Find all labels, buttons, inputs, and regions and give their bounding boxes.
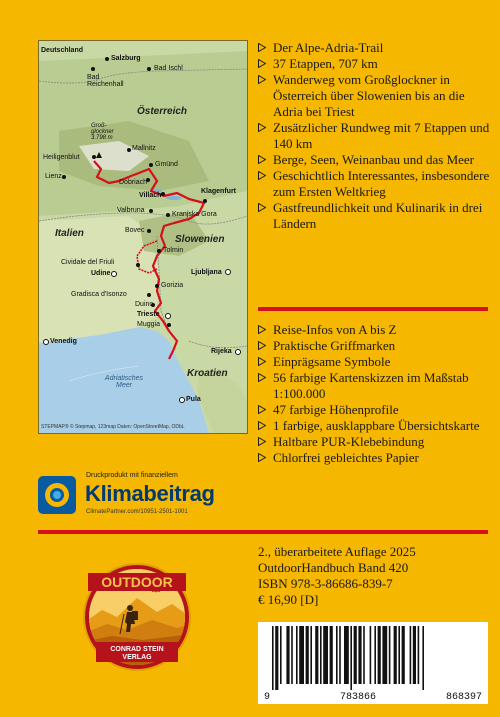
- edition-text: 2., überarbeitete Auflage 2025: [258, 544, 416, 559]
- feature-text: Chlorfrei gebleichtes Papier: [273, 450, 419, 465]
- marker-gradisca: [147, 293, 151, 297]
- label-gradisca: Gradisca d'Isonzo: [71, 291, 127, 298]
- marker-trieste: [165, 313, 171, 319]
- marker-gmuend: [149, 163, 153, 167]
- feature-text: Reise-Infos von A bis Z: [273, 322, 397, 337]
- barcode-bar: [275, 626, 278, 690]
- barcode-bar: [306, 626, 309, 684]
- barcode-digits: [258, 692, 488, 703]
- barcode-bar: [370, 626, 372, 684]
- label-bad-ischl: Bad Ischl: [154, 65, 183, 72]
- badge-publisher-line2: VERLAG: [122, 654, 152, 661]
- divider-red: [258, 307, 488, 311]
- label-trieste: Trieste: [137, 311, 160, 318]
- badge-publisher-line1: CONRAD STEIN: [110, 646, 164, 653]
- barcode-bar: [291, 626, 293, 684]
- barcode-bar: [363, 626, 365, 684]
- barcode-bar: [354, 626, 357, 684]
- label-ljubljana: Ljubljana: [191, 269, 222, 276]
- feature-list-bottom: [258, 322, 493, 466]
- label-grossglockner: Groß- glockner 3.798 m: [91, 123, 114, 141]
- feature-item: [258, 200, 493, 232]
- triangle-bullet-icon: [258, 373, 266, 382]
- isbn-text: ISBN 978-3-86686-839-7: [258, 576, 393, 591]
- marker-klagenfurt: [203, 199, 207, 203]
- marker-salzburg: [105, 57, 109, 61]
- marker-lienz: [62, 175, 66, 179]
- divider-red-wide: [38, 530, 488, 534]
- triangle-bullet-icon: [258, 43, 266, 52]
- triangle-bullet-icon: [258, 155, 266, 164]
- barcode-bar: [330, 626, 333, 684]
- barcode-digit-lead: 9: [264, 692, 271, 703]
- barcode-bar: [344, 626, 349, 684]
- barcode-bar: [418, 626, 420, 684]
- marker-bad-ischl: [147, 67, 151, 71]
- triangle-bullet-icon: [258, 203, 266, 212]
- badge-title: OUTDOOR: [101, 574, 173, 590]
- climate-partner-caption: Druckprodukt mit finanziellem: [86, 472, 178, 479]
- feature-text: Gastfreundlichkeit und Kulinarik in drei Ländern: [273, 200, 483, 231]
- globe-icon: [38, 476, 76, 514]
- triangle-bullet-icon: [258, 453, 266, 462]
- isbn-barcode: [258, 622, 488, 704]
- feature-item: [258, 402, 493, 418]
- label-gorizia: Gorizia: [161, 282, 184, 289]
- label-venedig: Venedig: [50, 338, 77, 345]
- triangle-bullet-icon: [258, 341, 266, 350]
- climate-partner-url: ClimatePartner.com/10951-2501-1001: [86, 509, 188, 515]
- marker-bad-reichenhall: [91, 67, 95, 71]
- marker-gorizia: [155, 284, 159, 288]
- barcode-bar: [378, 626, 381, 684]
- barcode-bar: [410, 626, 412, 684]
- feature-text: 56 farbige Kartenskizzen im Maßstab 1:100.000: [273, 370, 469, 401]
- feature-text: Praktische Griffmarken: [273, 338, 396, 353]
- feature-text: 1 farbige, ausklappbare Übersichtskarte: [273, 418, 480, 433]
- marker-villach: [161, 192, 165, 196]
- label-salzburg: Salzburg: [111, 55, 141, 62]
- marker-kranjska-gora: [166, 213, 170, 217]
- barcode-bar: [350, 626, 352, 690]
- series-text: OutdoorHandbuch Band 420: [258, 560, 409, 575]
- barcode-bar: [286, 626, 289, 684]
- feature-item: [258, 72, 493, 120]
- feature-text: Wanderweg vom Großglockner in Österreich über Slowenien bis an die Adria bei Triest: [273, 72, 465, 119]
- label-klagenfurt: Klagenfurt: [201, 188, 236, 195]
- barcode-bar: [315, 626, 318, 684]
- label-bovec: Bovec: [125, 227, 145, 234]
- label-lienz: Lienz: [45, 173, 62, 180]
- publication-info: [258, 544, 416, 608]
- marker-ljubljana: [225, 269, 231, 275]
- barcode-bar: [389, 626, 391, 684]
- label-italien: Italien: [55, 228, 84, 239]
- barcode-digits-right: 868397: [445, 692, 482, 703]
- label-muggia: Muggia: [137, 321, 160, 328]
- marker-cividale: [136, 263, 140, 267]
- marker-bovec: [147, 229, 151, 233]
- triangle-bullet-icon: [258, 75, 266, 84]
- marker-rijeka: [235, 349, 241, 355]
- feature-item: [258, 168, 493, 200]
- label-cividale: Cividale del Friuli: [61, 259, 115, 266]
- feature-text: 47 farbige Höhenprofile: [273, 402, 399, 417]
- barcode-bar: [323, 626, 328, 684]
- barcode-bar: [272, 626, 274, 690]
- label-tolmin: Tolmin: [163, 247, 184, 254]
- feature-item: [258, 40, 493, 56]
- label-valbruna: Valbruna: [117, 207, 145, 214]
- feature-item: [258, 152, 493, 168]
- feature-item: [258, 354, 493, 370]
- price-text: € 16,90 [D]: [258, 592, 319, 607]
- feature-text: Der Alpe-Adria-Trail: [273, 40, 384, 55]
- triangle-bullet-icon: [258, 171, 266, 180]
- label-rijeka: Rijeka: [211, 348, 232, 355]
- barcode-bar: [374, 626, 376, 684]
- barcode-digits-left: 783866: [339, 692, 376, 703]
- triangle-bullet-icon: [258, 123, 266, 132]
- label-oesterreich: Österreich: [137, 106, 188, 117]
- triangle-bullet-icon: [258, 405, 266, 414]
- marker-valbruna: [149, 209, 153, 213]
- barcode-bar: [358, 626, 361, 684]
- barcode-bar: [398, 626, 400, 684]
- feature-item: [258, 418, 493, 434]
- feature-item: [258, 450, 493, 466]
- triangle-bullet-icon: [258, 357, 266, 366]
- label-villach: Villach: [139, 192, 162, 199]
- barcode-bar: [299, 626, 304, 684]
- outdoor-publisher-badge: [82, 562, 192, 672]
- feature-text: Berge, Seen, Weinanbau und das Meer: [273, 152, 474, 167]
- barcode-bar: [394, 626, 397, 684]
- feature-text: Geschichtlich Interessantes, insbesondere zum Ersten Weltkrieg: [273, 168, 490, 199]
- feature-item: [258, 322, 493, 338]
- feature-item: [258, 434, 493, 450]
- barcode-bars: [258, 622, 488, 692]
- label-udine: Udine: [91, 270, 111, 277]
- label-duino: Duino: [135, 301, 154, 308]
- barcode-bar: [422, 626, 424, 690]
- barcode-bar: [310, 626, 312, 684]
- triangle-bullet-icon: [258, 325, 266, 334]
- climate-partner-title: Klimabeitrag: [85, 481, 215, 506]
- barcode-bar: [280, 626, 282, 684]
- triangle-bullet-icon: [258, 437, 266, 446]
- feature-text: Haltbare PUR-Klebebindung: [273, 434, 425, 449]
- label-slowenien: Slowenien: [175, 234, 225, 245]
- label-adriatic-sea: Adriatisches Meer: [104, 375, 144, 389]
- barcode-bar: [413, 626, 416, 684]
- feature-item: [258, 120, 493, 152]
- barcode-bar: [382, 626, 387, 684]
- feature-text: Einprägsame Symbole: [273, 354, 391, 369]
- marker-pula: [179, 397, 185, 403]
- map-credit: STEPMAP® © Stepmap, 123map Daten: OpenStreetMap, ODbL: [41, 424, 185, 430]
- label-mallnitz: Mallnitz: [132, 145, 156, 152]
- feature-item: [258, 56, 493, 72]
- label-bad-reichenhall: Bad Reichenhall: [87, 74, 124, 88]
- marker-heiligenblut: [92, 155, 96, 159]
- marker-mallnitz: [127, 148, 131, 152]
- label-dobriach: Dobriach: [119, 179, 148, 186]
- marker-venedig: [43, 339, 49, 345]
- barcode-bar: [336, 626, 338, 684]
- feature-text: Zusätzlicher Rundweg mit 7 Etappen und 140 km: [273, 120, 490, 151]
- barcode-bar: [320, 626, 322, 684]
- label-heiligenblut: Heiligenblut: [43, 154, 80, 161]
- label-kranjska-gora: Kranjska Gora: [172, 211, 217, 218]
- marker-tolmin: [157, 249, 161, 253]
- marker-udine: [111, 271, 117, 277]
- label-deutschland: Deutschland: [41, 47, 84, 54]
- marker-muggia: [167, 323, 171, 327]
- barcode-bar: [339, 626, 341, 684]
- climate-partner-label: [38, 472, 246, 518]
- triangle-bullet-icon: [258, 421, 266, 430]
- peak-icon: [96, 152, 102, 158]
- feature-list-top: [258, 40, 493, 232]
- triangle-bullet-icon: [258, 59, 266, 68]
- climate-partner-logo: [38, 476, 76, 514]
- label-kroatien: Kroatien: [187, 368, 228, 379]
- feature-item: [258, 338, 493, 354]
- barcode-bar: [296, 626, 298, 684]
- label-pula: Pula: [186, 396, 201, 403]
- feature-text: 37 Etappen, 707 km: [273, 56, 378, 71]
- barcode-bar: [402, 626, 405, 684]
- feature-item: [258, 370, 493, 402]
- route-map: [38, 40, 248, 434]
- label-gmuend: Gmünd: [155, 161, 178, 168]
